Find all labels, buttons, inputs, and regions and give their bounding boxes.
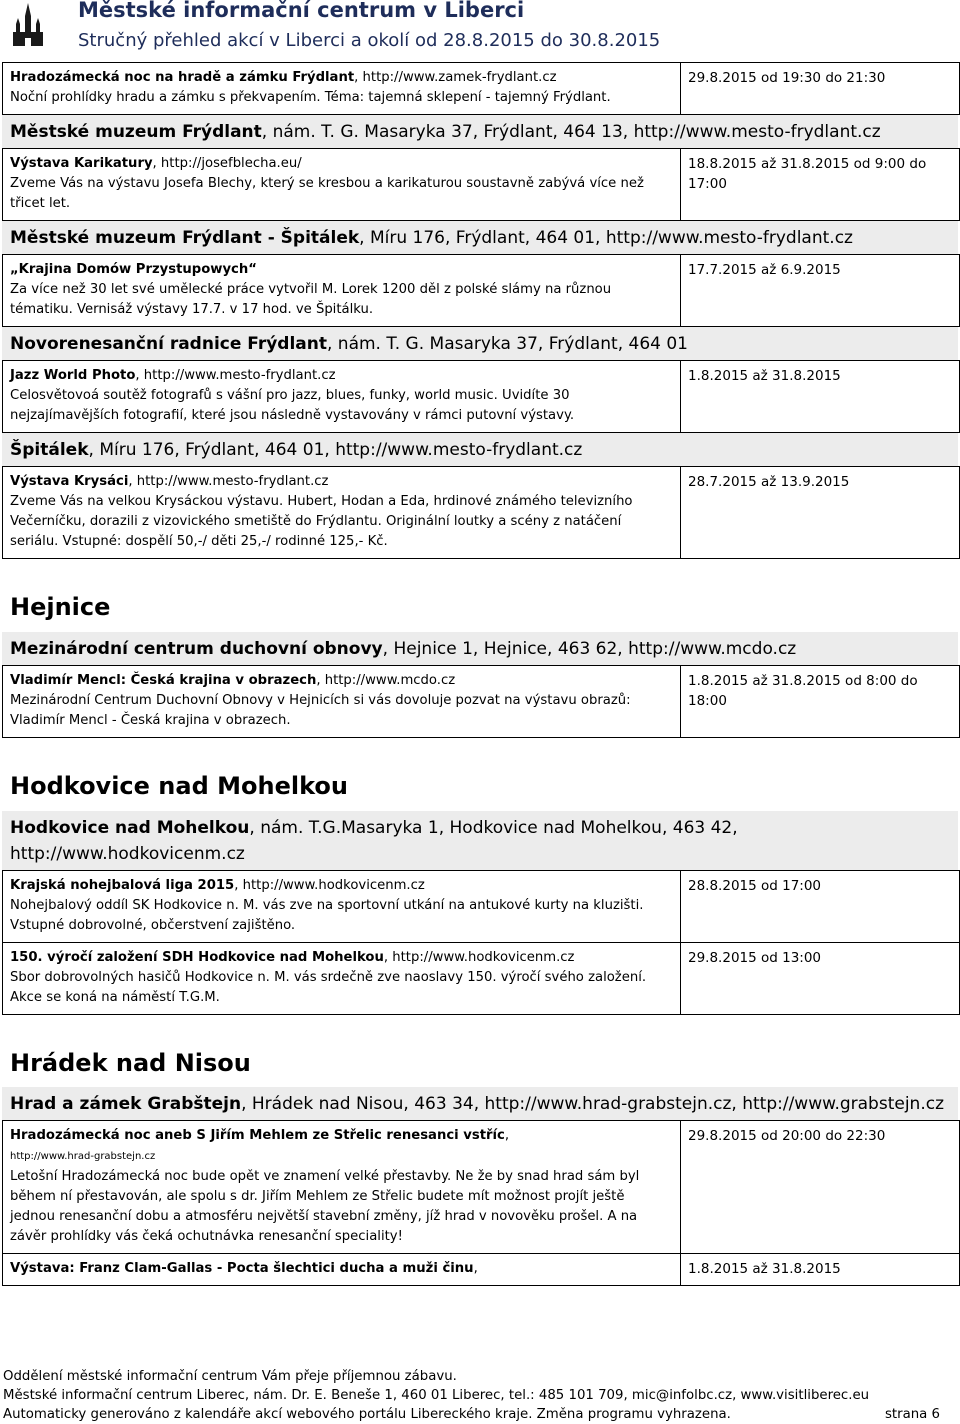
- event-table: [2, 62, 960, 115]
- city-heading: Hejnice: [10, 593, 111, 621]
- event-table: [2, 665, 960, 738]
- event-table: [2, 466, 960, 559]
- footer-contact: Městské informační centrum Liberec, nám. Dr. E. Beneše 1, 460 01 Liberec, tel.: 485 101 709, mic@infolbc.cz, www.visitliberec.eu: [3, 1388, 870, 1403]
- venue-name: Městské muzeum Frýdlant: [10, 122, 262, 142]
- event-date: 28.7.2015 až 13.9.2015: [681, 467, 960, 559]
- page-footer: [3, 1367, 941, 1424]
- venue-address: , nám. T. G. Masaryka 37, Frýdlant, 464 01: [327, 334, 688, 354]
- venue-header: [2, 1087, 958, 1120]
- event-text: Celosvětovoá soutěž fotografů s vášní pro jazz, blues, funky, world music. Uvidíte 30 nejzajímavějších fotografií, které jsou následně vystavovány v rámci putovní výstavy.: [10, 388, 575, 423]
- event-description-cell: [3, 870, 681, 942]
- event-title: Krajská nohejbalová liga 2015: [10, 877, 235, 893]
- venue-header: [2, 115, 958, 148]
- venue-name: Novorenesanční radnice Frýdlant: [10, 334, 327, 354]
- event-table: [2, 148, 960, 221]
- venue-name: Hodkovice nad Mohelkou: [10, 817, 250, 838]
- event-table: [2, 1120, 960, 1286]
- venue-address: , Hejnice 1, Hejnice, 463 62, http://www.mcdo.cz: [382, 638, 797, 659]
- event-title: Výstava Karikatury: [10, 156, 153, 171]
- event-text: Sbor dobrovolných hasičů Hodkovice n. M. vás srdečně zve naoslavy 150. výročí svého založení. Akce se koná na náměstí T.G.M.: [10, 969, 647, 1005]
- event-text: Za více než 30 let své umělecké práce vytvořil M. Lorek 1200 děl z polské slámy na různou tématiku. Vernisáž výstavy 17.7. v 17 hod. ve Špitálku.: [10, 282, 612, 317]
- liberec-town-hall-logo: [8, 2, 48, 50]
- event-row: [3, 63, 960, 115]
- event-date: 29.8.2015 od 20:00 do 22:30: [681, 1121, 960, 1254]
- event-row: [3, 149, 960, 221]
- event-description-cell: [3, 361, 681, 433]
- event-url[interactable]: , http://josefblecha.eu/: [152, 156, 302, 171]
- event-row: [3, 255, 960, 327]
- event-title: Jazz World Photo: [10, 368, 136, 383]
- event-text: Zveme Vás na velkou Krysáckou výstavu. Hubert, Hodan a Eda, hrdinové známého televizního Večerníčku, dorazili z vizovického smetiště do Frýdlantu. Originální loutky a scény z natáčení seriálu. Vstupné: dospělí 50,-/ děti 25,-/ rodinné 125,- Kč.: [10, 494, 633, 549]
- event-date: 29.8.2015 od 19:30 do 21:30: [681, 63, 960, 115]
- event-description-cell: [3, 1254, 681, 1286]
- event-url[interactable]: , http://www.mesto-frydlant.cz: [128, 474, 329, 489]
- event-url[interactable]: , http://www.hodkovicenm.cz: [234, 877, 425, 893]
- event-description-cell: [3, 255, 681, 327]
- event-table: [2, 870, 960, 1015]
- event-title: Výstava: Franz Clam-Gallas - Pocta šlechtici ducha a muži činu: [10, 1261, 474, 1277]
- event-date: 1.8.2015 až 31.8.2015: [681, 1254, 960, 1286]
- venue-header: [2, 632, 958, 665]
- venue-header: [2, 327, 958, 360]
- event-title-comma: ,: [473, 1261, 478, 1277]
- event-date: 1.8.2015 až 31.8.2015 od 8:00 do 18:00: [681, 665, 960, 737]
- event-row: [3, 1254, 960, 1286]
- header-subtitle: Stručný přehled akcí v Liberci a okolí od 28.8.2015 do 30.8.2015: [78, 30, 661, 51]
- venue-name: Hrad a zámek Grabštejn: [10, 1094, 242, 1115]
- event-description-cell: [3, 665, 681, 737]
- event-url[interactable]: , http://www.mesto-frydlant.cz: [135, 368, 336, 383]
- footer-disclaimer: Automaticky generováno z kalendáře akcí webového portálu Libereckého kraje. Změna programu vyhrazena.: [3, 1407, 731, 1422]
- venue-address: , nám. T.G.Masaryka 1, Hodkovice nad Mohelkou, 463 42, http://www.hodkovicenm.cz: [10, 817, 738, 864]
- event-table: [2, 254, 960, 327]
- event-title: Hradozámecká noc na hradě a zámku Frýdlant: [10, 70, 355, 85]
- footer-greeting: Oddělení městské informační centrum Vám přeje příjemnou zábavu.: [3, 1369, 457, 1384]
- event-listing: [2, 62, 958, 1286]
- event-title: Hradozámecká noc aneb S Jiřím Mehlem ze Střelic renesanci vstříc: [10, 1128, 505, 1144]
- event-url[interactable]: , http://www.hodkovicenm.cz: [383, 949, 575, 965]
- city-heading: Hrádek nad Nisou: [10, 1048, 251, 1077]
- event-row: [3, 361, 960, 433]
- event-text: Nohejbalový oddíl SK Hodkovice n. M. vás zve na sportovní utkání na antukové kurty na kluzišti. Vstupné dobrovolné, občerstvení zajištěno.: [10, 897, 644, 933]
- event-row: [3, 942, 960, 1014]
- event-text: Noční prohlídky hradu a zámku s překvapením. Téma: tajemná sklepení - tajemný Frýdlant.: [10, 90, 611, 105]
- event-row: [3, 870, 960, 942]
- venue-address: , Míru 176, Frýdlant, 464 01, http://www.mesto-frydlant.cz: [88, 440, 583, 460]
- event-url[interactable]: http://www.hrad-grabstejn.cz: [10, 1151, 156, 1163]
- venue-header: [2, 221, 958, 254]
- event-description-cell: [3, 1121, 681, 1254]
- event-text: Letošní Hradozámecká noc bude opět ve znamení velké přestavby. Ne že by snad hrad sám byl během ní přestavován, ale spolu s dr. Jiřím Mehlem ze Střelic budete mít možnost projít ještě jednou renesanční dobu a atmosféru největší stavební změny, jíž hrad v novověku prošel. A na závěr prohlídky vás čeká ochutnávka renesanční speciality!: [10, 1169, 640, 1245]
- event-title: Výstava Krysáci: [10, 474, 129, 489]
- venue-name: Špitálek: [10, 440, 89, 460]
- venue-address: , Míru 176, Frýdlant, 464 01, http://www.mesto-frydlant.cz: [359, 228, 853, 248]
- event-table: [2, 360, 960, 433]
- event-date: 1.8.2015 až 31.8.2015: [681, 361, 960, 433]
- event-row: [3, 1121, 960, 1254]
- venue-header: [2, 811, 958, 870]
- event-row: [3, 665, 960, 737]
- event-title: „Krajina Domów Przystupowych“: [10, 262, 257, 277]
- event-text: Mezinárodní Centrum Duchovní Obnovy v Hejnicích si vás dovoluje pozvat na výstavu obrazů: Vladimír Mencl - Česká krajina v obrazech.: [10, 692, 631, 728]
- event-description-cell: [3, 467, 681, 559]
- event-title-comma: ,: [504, 1128, 510, 1144]
- city-heading: Hodkovice nad Mohelkou: [10, 771, 348, 800]
- event-description-cell: [3, 149, 681, 221]
- venue-header: [2, 433, 958, 466]
- event-title: Vladimír Mencl: Česká krajina v obrazech: [10, 672, 317, 688]
- header-title: Městské informační centrum v Liberci: [78, 0, 525, 22]
- event-url[interactable]: , http://www.mcdo.cz: [316, 672, 456, 688]
- event-description-cell: [3, 63, 681, 115]
- event-description-cell: [3, 942, 681, 1014]
- event-url[interactable]: , http://www.zamek-frydlant.cz: [354, 70, 557, 85]
- venue-name: Mezinárodní centrum duchovní obnovy: [10, 638, 383, 659]
- event-date: 29.8.2015 od 13:00: [681, 942, 960, 1014]
- venue-address: , nám. T. G. Masaryka 37, Frýdlant, 464 13, http://www.mesto-frydlant.cz: [261, 122, 881, 142]
- event-title: 150. výročí založení SDH Hodkovice nad Mohelkou: [10, 949, 384, 965]
- event-date: 17.7.2015 až 6.9.2015: [681, 255, 960, 327]
- event-date: 28.8.2015 od 17:00: [681, 870, 960, 942]
- event-text: Zveme Vás na výstavu Josefa Blechy, který se kresbou a karikaturou soustavně zabývá více než třicet let.: [10, 176, 644, 211]
- event-date: 18.8.2015 až 31.8.2015 od 9:00 do 17:00: [681, 149, 960, 221]
- page-number: strana 6: [885, 1407, 941, 1422]
- venue-name: Městské muzeum Frýdlant - Špitálek: [10, 228, 360, 248]
- event-row: [3, 467, 960, 559]
- venue-address: , Hrádek nad Nisou, 463 34, http://www.hrad-grabstejn.cz, http://www.grabstejn.cz: [241, 1094, 944, 1115]
